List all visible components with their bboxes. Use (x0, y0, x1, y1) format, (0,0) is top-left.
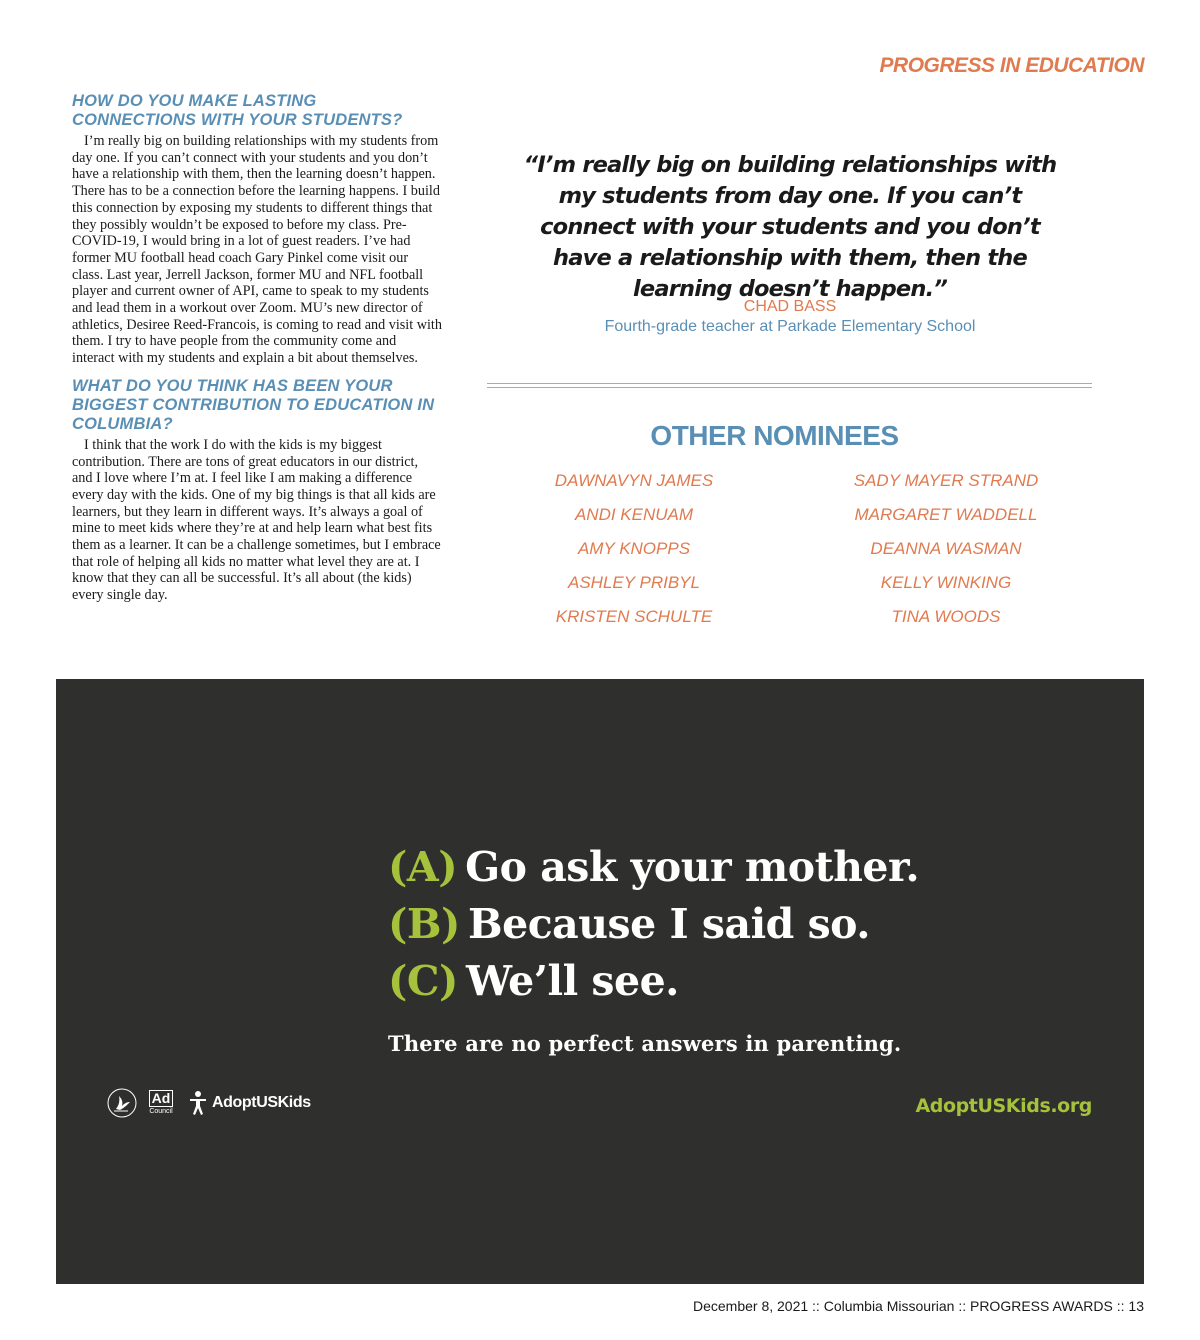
nominee-name: AMY KNOPPS (577, 539, 691, 558)
ad-answer-text: We’ll see. (465, 957, 679, 1005)
nominee-name: KELLY WINKING (880, 573, 1012, 592)
nominee-name: TINA WOODS (891, 607, 1001, 626)
ad-council-sub: Council (149, 1108, 173, 1115)
quote-attribution-name: CHAD BASS (743, 298, 837, 315)
ad-council-mark: Ad (149, 1090, 174, 1107)
ad-tagline: There are no perfect answers in parenting. (388, 1031, 902, 1056)
nominee-name: ANDI KENUAM (574, 505, 694, 524)
ad-answers (388, 839, 919, 1010)
advertisement (56, 679, 1144, 1284)
question-heading: WHAT DO YOU THINK HAS BEEN YOUR BIGGEST CONTRIBUTION TO EDUCATION IN COLUMBIA? (72, 376, 435, 433)
nominee-name: DAWNAVYN JAMES (554, 471, 714, 490)
ad-answer-text: Because I said so. (467, 900, 871, 948)
nominee-name: MARGARET WADDELL (854, 505, 1038, 524)
child-figure-icon (188, 1090, 208, 1116)
answer-text: I think that the work I do with the kids is my biggest contribution. There are tons of great educators in our district, and I love where I’m at. I feel like I am making a difference every day with the kids. One of my big things is that all kids are learners, but they learn in different ways. It’s always a goal of mine to meet kids where they’re at and help learn what best fits them as a learner. It can be a challenge sometimes, but I embrace that role of helping all kids no matter what level they are at. I know that they can all be successful. It’s all about (the kids) every single day. (72, 436, 441, 604)
ad-logos (106, 1086, 311, 1120)
answer-text: I’m really big on building relationships with my students from day one. If you can’t connect with your students and you don’t have a relationship with them, then the learning doesn’t happen. There has to be a connection before the learning happens. I build this connection by exposing my students to different things that they possibly wouldn’t be exposed to before my class. Pre-COVID-19, I would bring in a lot of guest readers. I’ve had former MU football head coach Gary Pinkel come visit our class. Last year, Jerrell Jackson, former MU and NFL football player and current owner of API, came to speak to my students and lead them in a workout over Zoom. MU’s new director of athletics, Desiree Reed-Francois, is coming to read and visit with them. I try to have people from the community come and interact with my students and explain a bit about themselves. (72, 133, 442, 367)
ad-answer-line (388, 839, 919, 896)
ad-answer-text: Go ask your mother. (465, 843, 920, 891)
page-footer: December 8, 2021 :: Columbia Missourian :: PROGRESS AWARDS :: 13 (692, 1298, 1144, 1314)
ad-answer-line (388, 896, 919, 953)
ad-answer-letter: (B) (388, 900, 460, 948)
nominee-name: ASHLEY PRIBYL (568, 573, 700, 592)
hhs-eagle-icon (106, 1087, 138, 1119)
ad-url[interactable]: AdoptUSKids.org (915, 1095, 1092, 1117)
section-divider (487, 383, 1092, 388)
ad-answer-letter: (C) (388, 957, 458, 1005)
nominee-name: SADY MAYER STRAND (853, 471, 1039, 490)
ad-answer-line (388, 953, 919, 1010)
ad-council-logo (148, 1089, 174, 1117)
nominee-name: KRISTEN SCHULTE (555, 607, 713, 626)
quote-attribution-role: Fourth-grade teacher at Parkade Elementary School (604, 318, 976, 335)
nominees-list-left (504, 469, 764, 639)
section-label: PROGRESS IN EDUCATION (879, 54, 1144, 77)
nominee-name: DEANNA WASMAN (870, 539, 1022, 558)
pull-quote: “I’m really big on building relationships with my students from day one. If you can’t connect with your students and you don’t have a relationship with them, then the learning doesn’t happen.” (523, 152, 1057, 302)
adoptuskids-wordmark: AdoptUSKids (212, 1094, 311, 1111)
adoptuskids-logo (188, 1090, 311, 1116)
nominees-list-right (816, 469, 1076, 639)
interview-column (72, 92, 442, 604)
nominees-title: OTHER NOMINEES (650, 420, 899, 451)
question-heading: HOW DO YOU MAKE LASTING CONNECTIONS WITH YOUR STUDENTS? (72, 92, 403, 129)
ad-answer-letter: (A) (388, 843, 458, 891)
